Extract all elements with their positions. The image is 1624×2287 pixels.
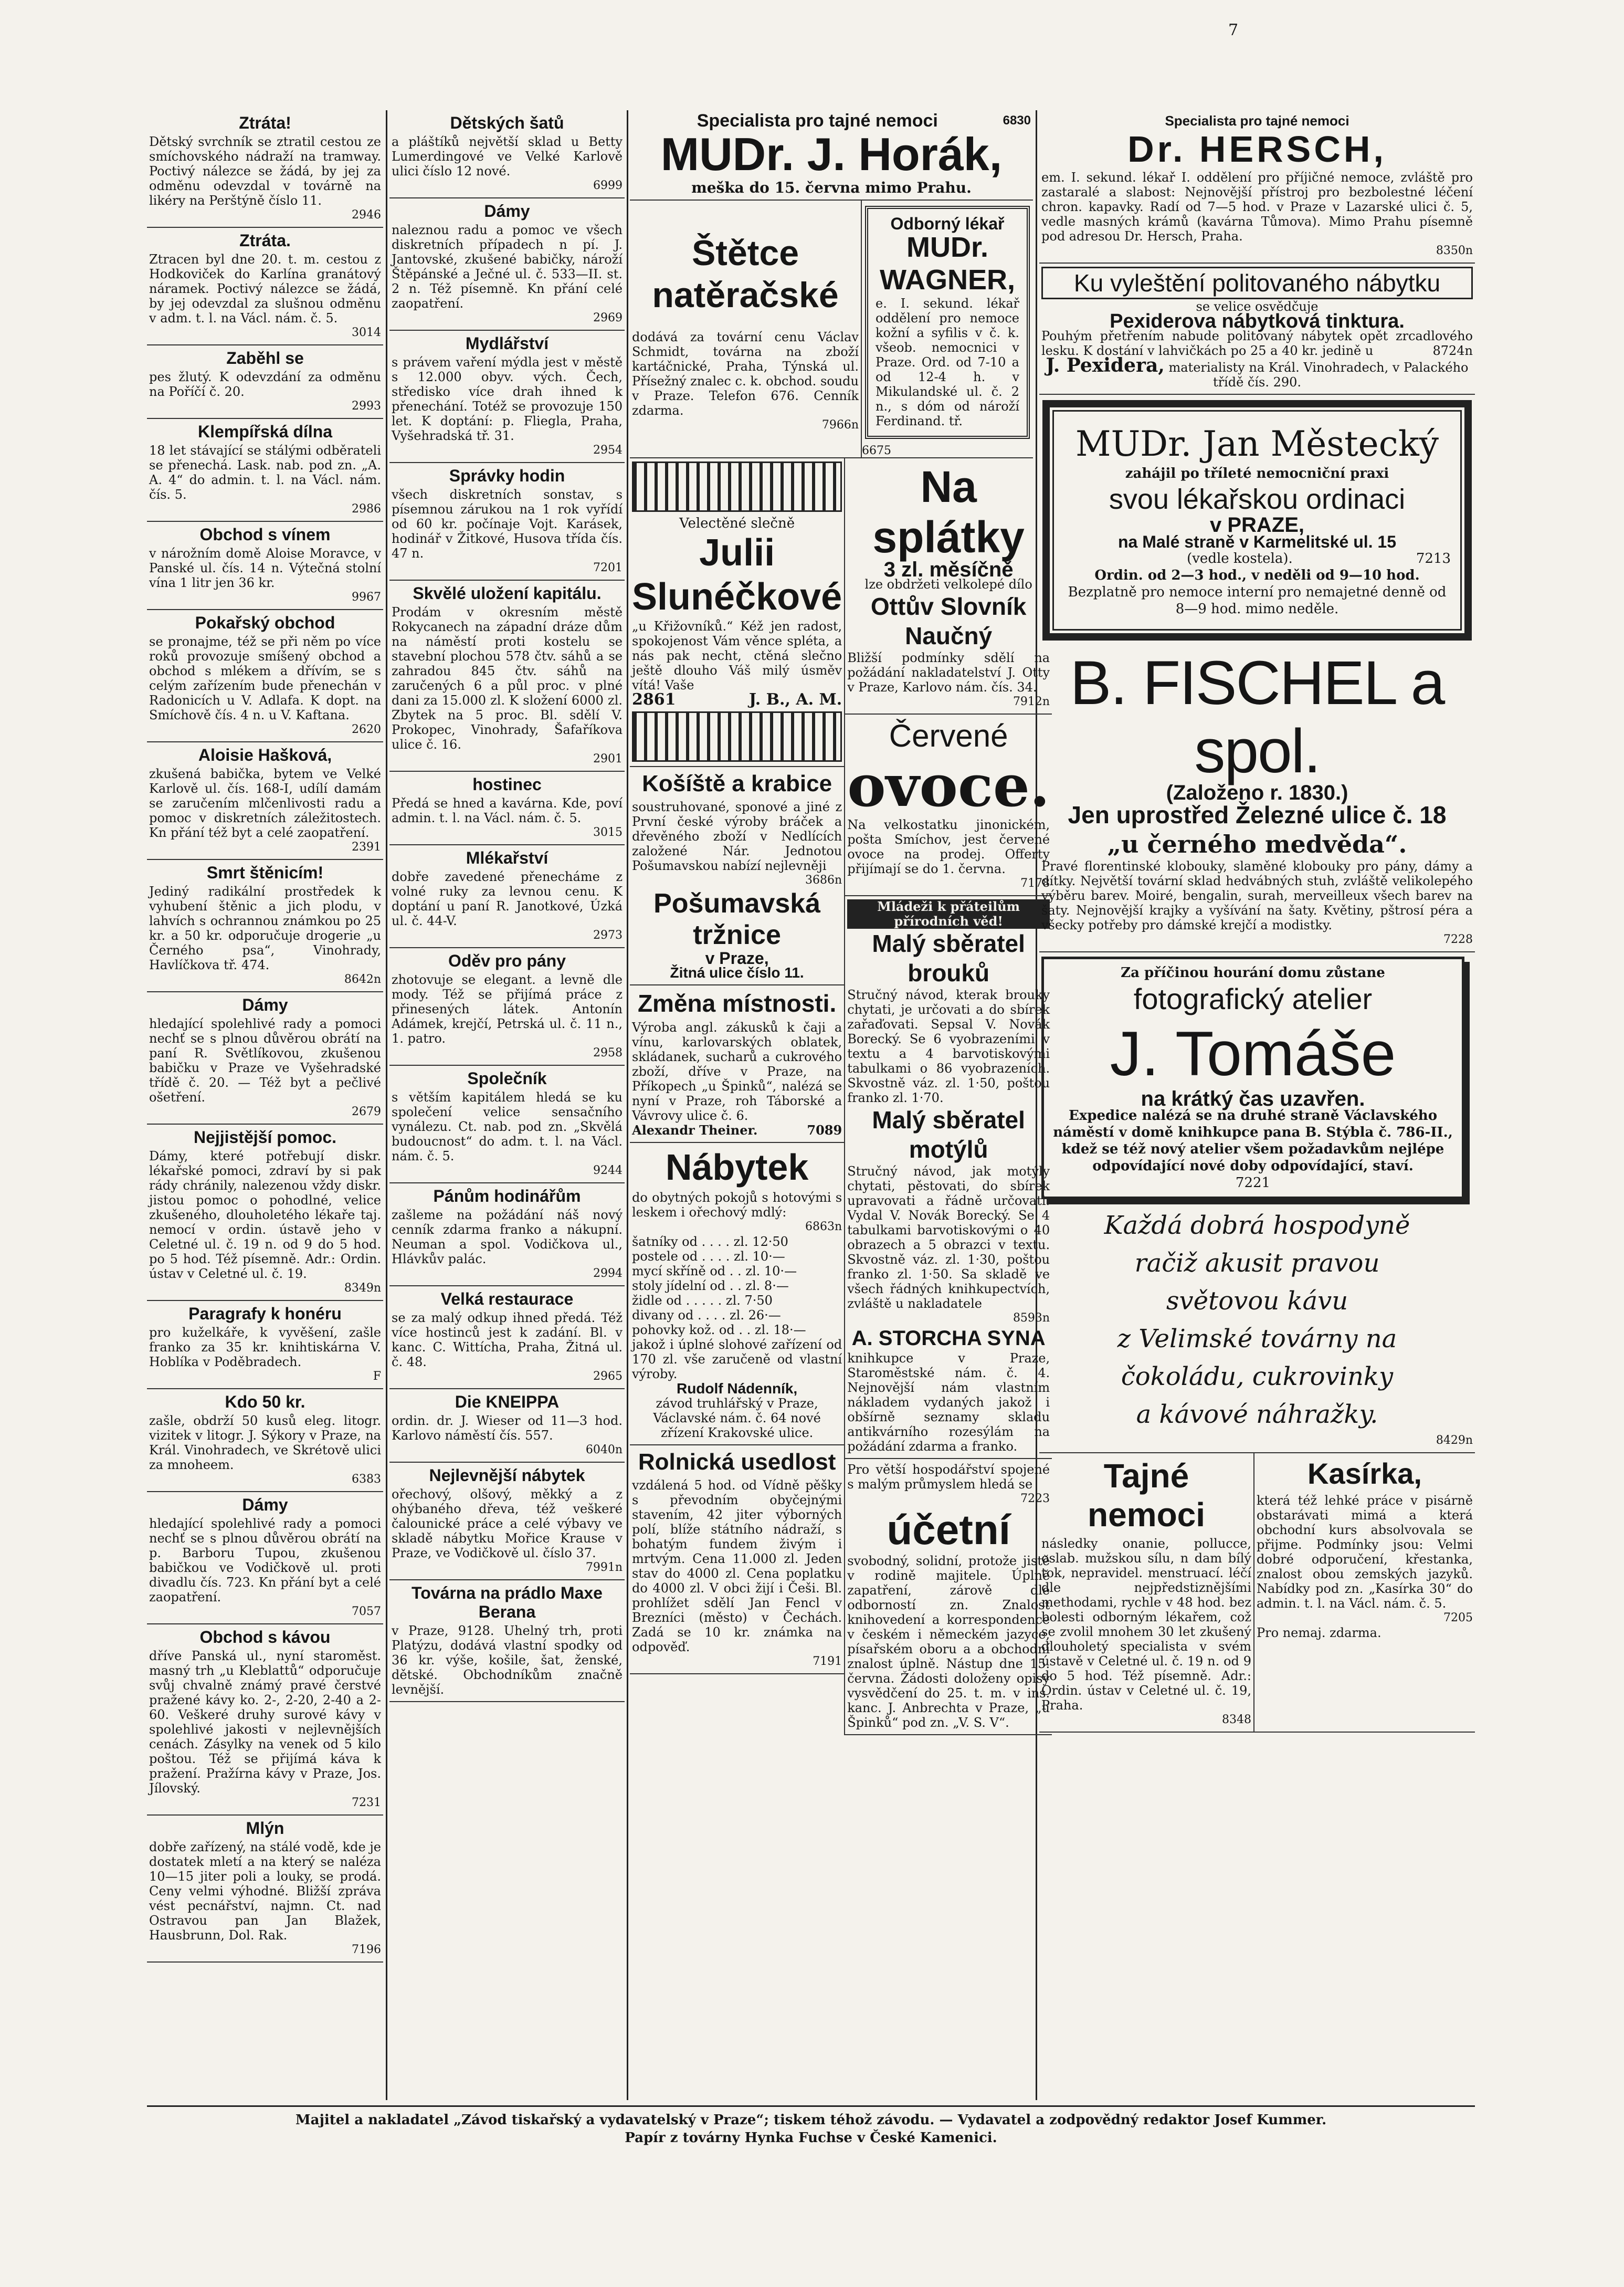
ad-horak bbox=[630, 110, 1033, 201]
page-mark: 7 bbox=[1228, 21, 1239, 39]
ad-code: 7196 bbox=[352, 1943, 381, 1956]
ad-fischel-sign: „u černého medvěda“. bbox=[1107, 830, 1407, 858]
ad-kosiste-title: Košíště a krabice bbox=[642, 771, 832, 796]
ad-code: 8348 bbox=[1222, 1713, 1251, 1726]
newspaper-page bbox=[147, 110, 1475, 2179]
ad-text: všech diskretních sonstav, s písemnou zárukou na 1 rok vyřídí od 60 kr. počínaje Vojt. Karásek, hodinář v Žitkové, Husova třída čís. 47 n. bbox=[392, 487, 623, 561]
ad-code: 7205 bbox=[1443, 1611, 1473, 1624]
ad-stetce-title: Štětce natěračské bbox=[652, 233, 839, 315]
ad-mestecky-text2: Bezplatně pro nemoce interní pro nemajetné denně od 8—9 hod. mimo neděle. bbox=[1068, 584, 1447, 617]
classified-ad bbox=[389, 198, 625, 331]
ad-zmena-sig: Alexandr Theiner. bbox=[632, 1122, 758, 1138]
ad-splatky bbox=[845, 458, 1052, 715]
ad-code: 7191 bbox=[813, 1655, 842, 1668]
ad-stetce bbox=[630, 201, 862, 457]
ad-mladeci-text3: knihkupce v Praze, Staroměstské nám. č. 4. Nejnovější nám vlastním nákladem vydaných jakož i obšírně seznamy skladu antikvárního rozesýlám na požádání zdarma a franko. bbox=[847, 1351, 1050, 1454]
ad-text: zhotovuje se elegant. a levně dle mody. Též se přijímá práce z přinesených látek. Antonín Adámek, krejčí, Petrská ul. č. 11 n., 1. patro. bbox=[392, 972, 623, 1046]
ad-text: Jediný radikální prostředek k vyhubení štěnic a jich plodu, v lahvích s ochrannou známkou po 25 kr. a 50 kr. odporučuje drogerie „u Černého psa“, Vinohrady, Havlíčkova tř. 474. bbox=[149, 884, 381, 972]
script-line: z Velimské továrny na bbox=[1117, 1324, 1397, 1354]
ad-code: 6830 bbox=[1003, 113, 1031, 128]
ad-text: Ztracen byl dne 20. t. m. cestou z Hodkoviček do Karlína granátový náramek. Poctivý nálezce se žádá, by jej odevzdal za slušnou odměnu v adm. t. l. na Václ. nám. č. 5. bbox=[149, 252, 381, 326]
ad-nabytek bbox=[630, 1143, 844, 1445]
ad-horak-sub: meška do 15. června mimo Prahu. bbox=[691, 179, 972, 196]
script-line: světovou kávu bbox=[1166, 1286, 1348, 1316]
ad-title: Továrna na prádlo Maxe Berana bbox=[412, 1583, 603, 1621]
ad-wagner bbox=[862, 201, 1033, 457]
ad-code: 2901 bbox=[593, 752, 623, 765]
ad-zmena-title: Změna místnosti. bbox=[637, 990, 837, 1017]
ad-title: Kdo 50 kr. bbox=[225, 1392, 305, 1411]
ad-text: dobře zavedené přenecháme z volné ruky za levnou cenu. K doptání u paní R. Janotkové, Úzká ul. č. 44-V. bbox=[392, 869, 623, 928]
ad-sluneckova-name: Julii Slunéčkové bbox=[632, 532, 842, 618]
classified-ad bbox=[389, 1286, 625, 1389]
ad-kosiste-sub: Pošumavská tržnice bbox=[653, 888, 821, 950]
ad-splatky-title: Na splátky bbox=[872, 462, 1025, 562]
ad-code: 9244 bbox=[593, 1164, 623, 1177]
ad-nabytku-text: Pouhým přetřením nabude politovaný nábytek opět zrcadlového lesku. K dostání v lahvičkách po 25 a 40 kr. jedině u bbox=[1041, 329, 1473, 358]
ad-title: Dámy bbox=[242, 995, 288, 1014]
ad-text: ordin. dr. J. Wieser od 11—3 hod. Karlovo náměstí čís. 557. bbox=[392, 1413, 623, 1443]
ad-mestecky-city: v PRAZE, bbox=[1209, 513, 1305, 537]
ad-text: hledající spolehlivé rady a pomoci nechť se s plnou důvěrou obrátí na p. Barboru Tupou, zkušenou babičkou ve Vodičkově ul. proti divadlu čís. 723. Kn přání byt a celé zaopatření. bbox=[149, 1516, 381, 1604]
ad-text: se pronajme, též se při něm po více roků provozuje smíšený obchod a obchod s mlékem a dřívím, se s celým zařízením bude přenechán v Radonicích u V. Adlafa. K dopt. na Smíchově čís. 4 n. u V. Kaftana. bbox=[149, 634, 381, 722]
ad-title: Ztráta! bbox=[239, 113, 291, 132]
classified-ad bbox=[147, 1125, 383, 1301]
ad-text: Předá se hned a kavárna. Kde, poví admin. t. l. na Václ. nám. č. 5. bbox=[392, 796, 623, 825]
ad-sluneckova bbox=[630, 458, 844, 767]
ad-mladeci-title: Mládeži k přáteilům přírodních věd! bbox=[847, 899, 1050, 929]
ad-code: 9967 bbox=[352, 591, 381, 604]
ad-mladeci-name2: Malý sběratel motýlů bbox=[872, 1106, 1025, 1163]
classified-ad bbox=[147, 742, 383, 860]
script-line: a kávové náhražky. bbox=[1136, 1400, 1378, 1429]
ad-stetce-text: dodává za tovární cenu Václav Schmidt, továrna na zboží kartáčnické, Praha, Týnská ul. Přísežný znalec c. k. obchod. soudu v Praze. Telefon 676. Cenník zdarma. bbox=[632, 330, 859, 418]
ad-wagner-name: MUDr. WAGNER, bbox=[879, 232, 1015, 296]
ad-text: zašleme na požádání náš nový cenník zdarma franko a nákupní. Neuman a spol. Vodičkova ul., Hlávkův palác. bbox=[392, 1208, 623, 1266]
classified-ad bbox=[147, 419, 383, 522]
ad-code: 2861 bbox=[632, 690, 676, 709]
ad-code: 7089 bbox=[807, 1122, 842, 1138]
ad-svobodny-text: svobodný, solidní, protože jistě v rodině majitele. Úplně zapatření, zárově dle odborností zn. Znalost knihovedení a korrespondence v českém i německém jazyce, písařském oboru a a obchodní znalost úplně. Nástup dne 15. června. Žádosti doloženy opisy vysvědčení do 25. t. m. v ins. kanc. J. Anbrechta v Praze, „u Špinků“ pod zn. „V. S. V“. bbox=[847, 1554, 1050, 1730]
ad-text: dobře zařízený, na stálé vodě, kde je dostatek mletí a na který se naléza 10—15 jiter poli a louky, se prodá. Ceny velmi výhodné. Bližší zpráva vést pecnářství, najmn. Ct. nad Ostravou pan Jan Blažek, Hausbrunn, Dol. Rak. bbox=[149, 1840, 381, 1943]
ad-wagner-title: Odborný lékař bbox=[890, 214, 1005, 233]
column-3 bbox=[630, 110, 1050, 2095]
ad-mladeci-name: Malý sběratel brouků bbox=[872, 930, 1025, 987]
ad-nabytku-title: Ku vyleštění politovaného nábytku bbox=[1041, 267, 1473, 299]
ad-title: Nejlevnější nábytek bbox=[429, 1466, 585, 1485]
ad-code: 2994 bbox=[593, 1267, 623, 1280]
ad-usedlost bbox=[630, 1445, 844, 1674]
price-row: stoly jídelní od . . zl. 8·— bbox=[632, 1278, 789, 1293]
ad-text: Dámy, které potřebují diskr. lékařské pomoci, zdraví by si pak rády chránily, nalezenou vždy diskr. jistou pomoc o pohodlné, velice zkušeného, dlouholetého lékaře taj. nemocí v ordin. ústavě jeho v Celetné ul. č. 19 n. od 9 do 5 hod. po 5 hod. Též písemně. Adr.: Ordin. ústav v Celetné ul. č. 19. bbox=[149, 1149, 381, 1281]
ad-code: F bbox=[373, 1370, 381, 1383]
ad-mladeci-text2: Stručný návod, jak motýly chytati, pěstovati, do sbírek upravovati a řádně určovati. Vydal V. Novák Borecký. Se 4 tabulkami barvotiskovými o 40 obrazech a 5 obrazci v textu. Skvostně váz. zl. 1·30, poštou franko zl. 1·50. Sa skladě ve všech řádných knihkupectvích, zvláště u nakladatele bbox=[847, 1164, 1050, 1311]
ad-code: 2993 bbox=[352, 400, 381, 413]
ad-title: Velká restaurace bbox=[440, 1289, 574, 1308]
ad-kosiste-addr: Žitná ulice číslo 11. bbox=[670, 964, 804, 981]
ad-kasirka-text: která též lehké práce v pisárně obstarávati mimá a která obchodní kurs absolvovala se přijme. Podmínky jsou: Velmi dobré odporučení, křestanka, znalost obou zemských jazyků. Nabídky pod zn. „Kasírka 30“ do admin. t. l. na Václ. nám. č. 5. bbox=[1257, 1493, 1473, 1611]
ad-code: 2958 bbox=[593, 1046, 623, 1059]
classified-ad bbox=[389, 581, 625, 772]
ad-kasirka-note: Pro nemaj. zdarma. bbox=[1257, 1625, 1382, 1640]
ad-title: Pánům hodinářům bbox=[433, 1187, 581, 1205]
ad-nabytek-text: do obytných pokojů s hotovými s leskem i ořechový mdlý: bbox=[632, 1190, 842, 1220]
ad-title: Mydlářství bbox=[465, 334, 549, 353]
ad-text: s právem vaření mýdla jest v městě s 12.000 obyv. vých. Čech, středisko více drah ihned k přenechání. Totéž se provozuje 150 let. K doptání: p. Fliegla, Praha, Vyšehradská tř. 31. bbox=[392, 355, 623, 443]
ornament-icon bbox=[632, 711, 842, 762]
ad-hospodarstvi-name: účetní bbox=[887, 1506, 1010, 1553]
ad-title: Ztráta. bbox=[239, 231, 291, 250]
price-row: postele od . . . . zl. 10·— bbox=[632, 1249, 785, 1264]
classified-ad bbox=[389, 1463, 625, 1580]
ad-code: 2973 bbox=[593, 929, 623, 942]
ad-title: Zaběhl se bbox=[226, 349, 304, 368]
ad-title: Obchod s kávou bbox=[199, 1628, 331, 1646]
ad-splatky-text2: Bližší podmínky sdělí na požádání nakladatelství J. Otty v Praze, Karlovo nám. čís. 34. bbox=[847, 651, 1050, 695]
ad-tomase-sub: na krátký čas uzavřen. bbox=[1141, 1087, 1365, 1110]
ad-code: 7201 bbox=[593, 561, 623, 574]
ad-mestecky-name: MUDr. Jan Městecký bbox=[1075, 424, 1439, 464]
classified-ad bbox=[389, 772, 625, 845]
classified-ad bbox=[389, 1066, 625, 1183]
ad-code: 8350n bbox=[1436, 244, 1473, 257]
ad-tajne bbox=[1039, 1453, 1254, 1733]
ad-code: 8429n bbox=[1436, 1434, 1473, 1447]
ad-kosiste-text: soustruhované, sponové a jiné z První české výroby bráček a dřevěného zboží v Nedlících založené Nár. Jednotou Pošumavskou nabízí nejlevněji bbox=[632, 800, 842, 873]
ad-nabytku-sub: se velice osvědčuje bbox=[1196, 299, 1319, 314]
ad-title: Dámy bbox=[242, 1495, 288, 1514]
ad-hersch bbox=[1039, 110, 1475, 264]
ad-code: 2391 bbox=[352, 841, 381, 854]
ad-code: 8724n bbox=[1432, 343, 1473, 358]
ad-fischel-text: Pravé florentinské klobouky, slaměné klobouky pro pány, dámy a dítky. Největší tovární sklad hedvábných stuh, zvláště velikolepého výběru barev. Moiré, bengalin, surah, merveilleux všech barev na šaty. Nejnovější krajky a vyšívání na šaty. Květiny, pštrosí péra a všecky potřeby pro dámské krejčí a modistky. bbox=[1041, 859, 1473, 932]
ad-fischel-name: B. FISCHEL a spol. bbox=[1070, 648, 1444, 786]
classified-ad bbox=[147, 992, 383, 1125]
ad-kasirka-title: Kasírka, bbox=[1307, 1457, 1422, 1490]
ad-code: 2954 bbox=[593, 444, 623, 457]
column-1 bbox=[147, 110, 383, 2095]
ad-code: 7178 bbox=[1020, 877, 1050, 890]
classified-ad bbox=[389, 110, 625, 198]
ad-tomase bbox=[1041, 957, 1464, 1199]
ad-code: 7912n bbox=[1013, 695, 1050, 708]
ad-code: 6675 bbox=[862, 444, 891, 457]
imprint-line-1: Majitel a nakladatel „Závod tiskařský a vydavatelský v Praze“; tiskem téhož závodu. — Vydavatel a zodpovědný redaktor Josef Kummer. bbox=[295, 2112, 1327, 2128]
column-rule bbox=[386, 110, 387, 2100]
price-row: pohovky kož. od . . zl. 18·— bbox=[632, 1323, 806, 1337]
script-line: Každá dobrá hospodyně bbox=[1104, 1211, 1410, 1240]
ad-code: 3686n bbox=[805, 874, 842, 887]
ad-mestecky-sub: (vedle kostela). bbox=[1187, 551, 1293, 566]
ad-code: 2946 bbox=[352, 208, 381, 222]
ad-sluneckova-sig: J. B., A. M. bbox=[748, 690, 842, 709]
ad-title: hostinec bbox=[472, 775, 542, 794]
ad-title: Aloisie Hašková, bbox=[198, 746, 332, 764]
ad-usedlost-text: vzdálená 5 hod. od Vídně pěšky s převodním obyčejnými stavením, 42 jiter výborných polí, blíže státního nádraží, s bohatým fundem živým i mrtvým. Cena 11.000 zl. Jeden stav do 4000 zl. Cena poplatku do 4000 zl. V obci žijí i Češi. Bl. prohlížet sdělí Jan Fencl v Brezníci (město) v Čechách. Zadá se 10 kr. známka na odpověď. bbox=[632, 1478, 842, 1654]
ad-mestecky-big: svou lékařskou ordinaci bbox=[1109, 484, 1406, 515]
price-row: mycí skříně od . . zl. 10·— bbox=[632, 1264, 797, 1278]
ad-ovoce-title: Červené bbox=[889, 718, 1008, 753]
script-line: račiž akusit pravou bbox=[1134, 1249, 1380, 1278]
script-line: čokoládu, cukrovinky bbox=[1121, 1362, 1394, 1391]
imprint-footer bbox=[147, 2105, 1475, 2147]
ad-tomase-top: Za příčinou hourání domu zůstane bbox=[1121, 965, 1385, 981]
imprint-line-2: Papír z továrny Hynka Fuchse v České Kamenici. bbox=[625, 2130, 997, 2146]
classified-ad bbox=[389, 1389, 625, 1463]
ad-title: Die KNEIPPA bbox=[455, 1392, 560, 1411]
ad-mestecky-addr: na Malé straně v Karmelitské ul. 15 bbox=[1117, 532, 1397, 551]
ad-title: Společník bbox=[467, 1069, 547, 1088]
classified-ad bbox=[147, 110, 383, 228]
ad-mestecky bbox=[1042, 400, 1472, 641]
ad-code: 3015 bbox=[593, 826, 623, 839]
ad-sluneckova-small: Velectěné slečně bbox=[679, 516, 795, 531]
ad-fischel bbox=[1039, 646, 1475, 952]
ad-text: naleznou radu a pomoc ve všech diskretních případech n pí. J. Jantovské, zkušené babičky, nároží Štěpánské a Ječné ul. č. 533—II. st. 2 n. Též písemně. Kn přání celé zaopatření. bbox=[392, 223, 623, 311]
classified-ad bbox=[147, 1301, 383, 1389]
classified-ad bbox=[147, 228, 383, 345]
ad-hersch-name: Dr. HERSCH, bbox=[1127, 129, 1387, 170]
ad-code: 6999 bbox=[593, 179, 623, 192]
ad-tajne-text: následky onanie, pollucce, oslab. mužskou sílu, n dam bílý tok, nepravidel. menstruací. léčí dle nejpředstiznějšími methodami, rychle v 48 hod. bez bolesti odborným lékařem, což se zvolil mnohem 30 let zkušený dlouholetý specialista v svém ústavě v Celetné ul. č. 19 n. od 9 do 5 hod. Též písemně. Adr.: Ordin. ústav v Celetné ul. č. 19, Praha. bbox=[1041, 1536, 1251, 1713]
ad-splatky-sub: 3 zl. měsíčně bbox=[883, 558, 1014, 581]
ad-title: Obchod s vínem bbox=[199, 525, 331, 544]
ad-text: dříve Panská ul., nyní staroměst. masný trh „u Kleblattů“ odporučuje svůj chvalně známý pravé čerstvé pražené kávy ko. 2-, 2-20, 2-40 a 2-60. Veškeré druhy surové kávy v spolehlivé jakosti v nejlevnějších cenách. Zásylky na venek od 5 kilo poštou. Též se přijímá káva k pražení. Pražírna kávy v Praze, Jos. Jílovský. bbox=[149, 1649, 381, 1796]
ad-text: Prodám v okresním městě Rokycanech na západní dráze dům na náměstí proti kostelu se stavební plochou 578 čtv. sáhů a se zahradou 845 čtv. sáhů na zaručených 6 a půl proc. v plné dani za 15.000 zl. K složení 6000 zl. Zbytek na 5 proc. Bl. sdělí V. Prokopec, Vinohrady, Šafaříkova ulice č. 16. bbox=[392, 605, 623, 752]
classified-ad bbox=[389, 463, 625, 581]
ad-kasirka bbox=[1254, 1453, 1475, 1733]
ad-code: 7991n bbox=[585, 1561, 623, 1574]
price-row: židle od . . . . . zl. 7·50 bbox=[632, 1293, 773, 1308]
ad-code: 8593n bbox=[1013, 1312, 1050, 1325]
ornament-icon bbox=[632, 461, 842, 512]
ad-kosiste-sub2: v Praze, bbox=[705, 949, 769, 968]
ad-kosiste bbox=[630, 767, 844, 985]
ad-text: pes žlutý. K odevzdání za odměnu na Poříčí č. 20. bbox=[149, 370, 381, 399]
ad-zmena bbox=[630, 985, 844, 1143]
classified-ad bbox=[389, 331, 625, 463]
ad-hersch-text: em. I. sekund. lékař I. oddělení pro příjičné nemoce, zvláště pro zastaralé a slabost: Nejnovější přístroj pro bezbolestné léčení chron. kapavky. Radí od 7—5 hod. v Praze v Lazarské ulici č. 5, vedle masných krámů (kavárna Tůmova). Mimo Prahu písemně pod adresou Dr. Hersch, Praha. bbox=[1041, 170, 1473, 244]
ad-splatky-text: lze obdržeti velkolepé dílo bbox=[864, 577, 1032, 592]
ad-code: 2620 bbox=[352, 723, 381, 736]
ad-text: 18 let stávající se stálými odběrateli se přenechá. Lask. nab. pod zn. „A. A. 4“ do admin. t. l. na Václ. nám. čís. 5. bbox=[149, 443, 381, 502]
classified-ad bbox=[147, 610, 383, 742]
ad-hospodarstvi-text: Pro větší hospodářství spojené s malým průmyslem hledá se bbox=[847, 1462, 1050, 1492]
ad-code: 8349n bbox=[344, 1282, 381, 1295]
ad-title: Nejjistější pomoc. bbox=[193, 1128, 337, 1147]
ad-nabytek-text2: závod truhlářský v Praze, Václavské nám. č. 64 nové zřízení Krakovské ulice. bbox=[653, 1396, 821, 1440]
ad-text: zkušená babička, bytem ve Velké Karlově ul. čís. 168-I, udílí damám se zaručením mlčenlivosti radu a pomoc v diskretních záležitostech. Kn přání též byt a celé zaopatření. bbox=[149, 767, 381, 840]
ad-code: 7213 bbox=[1416, 551, 1451, 566]
ad-ovoce-name: ovoce. bbox=[847, 752, 1050, 820]
ad-code: 7231 bbox=[352, 1796, 381, 1809]
ad-code: 6863n bbox=[805, 1220, 842, 1233]
ad-mestecky-hours: Ordin. od 2—3 hod., v neděli od 9—10 hod. bbox=[1094, 568, 1420, 583]
ad-title: Dětských šatů bbox=[450, 113, 564, 132]
ad-nabytku-name: Pexiderova nábytková tinktura. bbox=[1110, 310, 1405, 332]
ad-usedlost-title: Rolnická usedlost bbox=[638, 1449, 836, 1475]
ad-code: 2965 bbox=[593, 1370, 623, 1383]
ad-title: Dámy bbox=[484, 202, 530, 221]
ad-title: Mlýn bbox=[246, 1819, 284, 1838]
ad-mladeci-pub: A. STORCHA SYNA bbox=[851, 1327, 1046, 1350]
classified-ad bbox=[389, 1183, 625, 1286]
price-row: divany od . . . . zl. 26·— bbox=[632, 1308, 781, 1323]
ad-code: 7223 bbox=[1020, 1492, 1050, 1505]
ad-text: v nárožním domě Aloise Moravce, v Panské ul. čís. 14 n. Výtečná stolní vína 1 litr jen 36 kr. bbox=[149, 546, 381, 590]
ad-code: 7228 bbox=[1443, 933, 1473, 946]
ad-text: Dětský svrchník se ztratil cestou ze smíchovského nádraží na tramway. Poctivý nálezce se žádá, by jej za odměnu odevzdal v továrně na likéry na Perštýně číslo 11. bbox=[149, 134, 381, 208]
ad-ovoce bbox=[845, 715, 1052, 896]
ad-splatky-name: Ottův Slovník Naučný bbox=[870, 593, 1027, 649]
ad-tomase-text: Expedice nalézá se na druhé straně Václavského náměstí v domě knihkupce pana B. Stýbla č. 786-II., kdež se též nový atelier všem požadavkům nejlépe odpovídající nové doby odpovídající, staví. bbox=[1053, 1108, 1453, 1174]
ad-mestecky-text: zahájil po tříleté nemocniční praxi bbox=[1125, 466, 1389, 481]
ad-code: 2986 bbox=[352, 502, 381, 516]
classified-ad bbox=[147, 1492, 383, 1624]
ad-code: 7221 bbox=[1235, 1175, 1271, 1191]
ad-tajne-title: Tajné nemoci bbox=[1087, 1457, 1206, 1534]
ad-kava bbox=[1039, 1203, 1475, 1453]
ad-nabytku bbox=[1039, 264, 1475, 395]
ad-text: pro kuželkáře, k vyvěšení, zašle franko za 35 kr. knihtiskárna V. Hoblíka v Poděbradech. bbox=[149, 1325, 381, 1369]
ad-nabytku-name2: J. Pexidera, bbox=[1046, 354, 1165, 376]
ad-fischel-sub: (Založeno r. 1830.) bbox=[1166, 781, 1348, 804]
ad-code: 2969 bbox=[593, 311, 623, 324]
ad-text: zašle, obdrží 50 kusů eleg. litogr. vizitek v litogr. J. Sýkory v Praze, na Král. Vinohradech, ve Skrétově ulici za mnoheem. bbox=[149, 1413, 381, 1472]
classified-ad bbox=[147, 1624, 383, 1816]
ad-tomase-title: fotografický atelier bbox=[1133, 982, 1373, 1015]
column-2 bbox=[389, 110, 625, 2095]
ad-fischel-addr: Jen uprostřed Železné ulice č. 18 bbox=[1068, 801, 1447, 828]
ad-code: 6383 bbox=[352, 1473, 381, 1486]
ad-mladeci-text: Stručný návod, kterak brouky chytati, je určovati a do sbírek zařaďovati. Sepsal V. Novák Borecký. Se 6 vyobrazeními v textu a 4 barvotiskovými tabulkami o 86 vyobrazeních. Skvostně váz. zl. 1·50, poštou franko zl. 1·70. bbox=[847, 988, 1050, 1105]
ad-hersch-top: Specialista pro tajné nemoci bbox=[1165, 113, 1349, 129]
ad-title: Pokařský obchod bbox=[195, 613, 335, 632]
ad-code: 3014 bbox=[352, 326, 381, 339]
ad-text: se za malý odkup ihned předá. Též více hostinců jest k zadání. Bl. v kanc. C. Wittícha, Praha, Žitná ul. č. 48. bbox=[392, 1310, 623, 1369]
classified-ad bbox=[147, 345, 383, 419]
ad-text: v Praze, 9128. Uhelný trh, proti Platýzu, dodává vlastní spodky od 36 kr. výše, košile, šat, ženské, dětské. Obchodníkům značně levnější. bbox=[392, 1623, 623, 1697]
price-row: šatníky od . . . . zl. 12·50 bbox=[632, 1234, 788, 1249]
ad-ovoce-text: Na velkostatku jinonickém, pošta Smíchov, jest červené ovoce na prodej. Offerty přijímají se do 1. června. bbox=[847, 817, 1050, 876]
ad-wagner-text: e. I. sekund. lékař oddělení pro nemoce kožní a syfilis v č. k. všeob. nemocnici v Praze. Ord. od 7-10 a od 12-4 h. v Mikulandské ul. č. 2 n., s dóm od nároží Ferdinand. tř. bbox=[876, 296, 1019, 428]
ad-horak-name: MUDr. J. Horák, bbox=[660, 128, 1003, 180]
classified-ad bbox=[147, 860, 383, 992]
classified-ad bbox=[389, 1580, 625, 1702]
ad-nabytku-text2: materialisty na Král. Vinohradech, v Palackého třídě čís. 290. bbox=[1168, 360, 1469, 390]
ad-code: 7057 bbox=[352, 1605, 381, 1618]
ad-code: 2679 bbox=[352, 1105, 381, 1118]
ad-code: 7966n bbox=[821, 418, 859, 432]
ad-title: Správky hodin bbox=[449, 466, 565, 485]
ad-code: 8642n bbox=[344, 973, 381, 986]
ad-title: Klempířská dílna bbox=[197, 422, 333, 441]
ad-nabytek-title: Nábytek bbox=[665, 1147, 809, 1188]
ad-title: Paragrafy k honéru bbox=[188, 1304, 342, 1323]
ad-title: Skvělé uložení kapitálu. bbox=[413, 584, 602, 603]
ad-title: Oděv pro pány bbox=[448, 951, 566, 970]
ad-hospodarstvi bbox=[845, 1459, 1052, 1735]
classified-ad bbox=[147, 1389, 383, 1492]
price-row: jakož i úplné slohové zařízení od 170 zl. vše zaručeně od vlastní výroby. bbox=[632, 1337, 842, 1381]
column-rule bbox=[627, 110, 628, 2100]
ad-text: hledající spolehlivé rady a pomoci nechť se s plnou důvěrou obrátí na paní R. Světlíkovou, zkušenou babičku v Praze ve Vyšehradské třídě č. 20. — Též byt a pečlivé ošetření. bbox=[149, 1016, 381, 1105]
ad-sluneckova-text: „u Křižovníků.“ Kéž jen radost, spokojenost Vám věnce spléta, a nás pak necht, ctěná slečno ještě dlouho Váš milý úsměv vítá! Vaše bbox=[632, 619, 842, 693]
ad-horak-top: Specialista pro tajné nemoci bbox=[697, 111, 938, 131]
ad-nabytek-sig: Rudolf Nádenník, bbox=[676, 1380, 798, 1397]
ad-title: Mlékařství bbox=[466, 848, 549, 867]
classified-ad bbox=[147, 522, 383, 610]
column-4 bbox=[1039, 110, 1475, 2095]
ad-code: 6040n bbox=[585, 1443, 623, 1456]
ad-tomase-name: J. Tomáše bbox=[1110, 1019, 1396, 1089]
classified-ad bbox=[147, 1816, 383, 1963]
ad-title: Smrt štěnicím! bbox=[206, 863, 324, 882]
ad-zmena-text: Výroba angl. zákusků k čaji a vínu, karlovarských oblatek, skládanek, sucharů a cukrového zboží, dříve v Praze, na Příkopech „u Špinků“, nalézá se nyní v Praze, roh Táborské a Vávrovy ulice č. 6. bbox=[632, 1020, 842, 1123]
classified-ad bbox=[389, 845, 625, 948]
ad-text: s větším kapitálem hledá se ku společení velice sensačního vynálezu. Ct. nab. pod zn. „Skvělá budoucnost“ do adm. t. l. na Václ. nám. č. 5. bbox=[392, 1090, 623, 1163]
ad-mladeci bbox=[845, 896, 1052, 1459]
ad-text: a pláštíků největší sklad u Betty Lumerdingové ve Velké Karlově ulici číslo 12 nové. bbox=[392, 134, 623, 179]
classified-ad bbox=[389, 948, 625, 1066]
ad-text: ořechový, olšový, měkký a z ohýbaného dřeva, též veškeré čalounické práce a celé výbavy ve skladě nábytku Mořice Krause v Praze, ve Vodičkově ul. číslo 37. bbox=[392, 1487, 623, 1560]
